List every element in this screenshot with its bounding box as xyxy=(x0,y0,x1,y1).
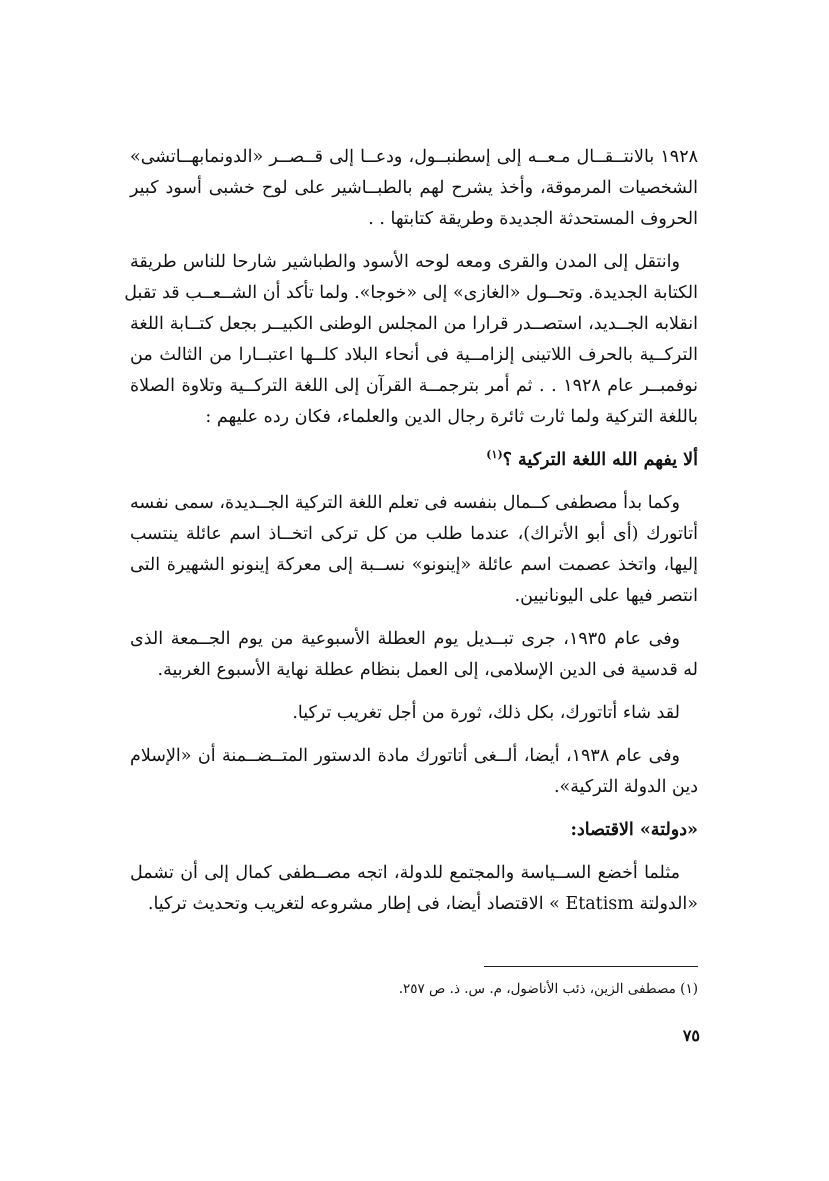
text-line: «الدولتة Etatism » الاقتصاد أيضا، فى إطار مشروعه لتغريب وتحديث تركيا. xyxy=(147,894,698,914)
paragraph-1 xyxy=(130,142,698,235)
text-line: انقلابه الجــديد، استصــدر قرارا من المجلس الوطنى الكبيــر بجعل كتــابة اللغة xyxy=(130,314,698,334)
text-line: إليها، واتخذ عصمت اسم عائلة «إينونو» نســبة إلى معركة إينونو الشهيرة التى xyxy=(130,555,698,575)
paragraph-2 xyxy=(124,247,698,433)
text-line: لقد شاء أتاتورك، بكل ذلك، ثورة من أجل تغريب تركيا. xyxy=(292,703,680,723)
text-line: وفى عام ١٩٣٥، جرى تبــديل يوم العطلة الأسبوعية من يوم الجــمعة الذى xyxy=(130,629,681,649)
footnote: (١) مصطفى الزين، ذئب الأناضول، م. س. ذ. ص ٢٥٧. xyxy=(398,981,698,997)
question-text: ألا يفهم الله اللغة التركية ؟ xyxy=(502,450,698,470)
paragraph-5 xyxy=(130,698,698,729)
text-line xyxy=(130,445,698,476)
text-line: الشخصيات المرموقة، وأخذ يشرح لهم بالطبــاشير على لوح خشبى أسود كبير xyxy=(130,178,698,198)
paragraph-3 xyxy=(130,488,698,612)
paragraph-7 xyxy=(130,858,698,920)
text-line: انتصر فيها على اليونانيين. xyxy=(514,586,698,606)
section-heading xyxy=(130,815,698,846)
heading-text: «دولتة» الاقتصاد: xyxy=(570,820,698,840)
text-line: نوفمبــر عام ١٩٢٨ . . ثم أمر بترجمــة القرآن إلى اللغة التركــية وتلاوة الصلاة xyxy=(130,376,698,396)
text-line: باللغة التركية ولما ثارت ثائرة رجال الدين والعلماء، فكان رده عليهم : xyxy=(205,407,698,427)
text-line: له قدسية فى الدين الإسلامى، إلى العمل بنظام عطلة نهاية الأسبوع الغربية. xyxy=(157,660,698,680)
text-line: الحروف المستحدثة الجديدة وطريقة كتابتها . . xyxy=(368,209,698,229)
page-body xyxy=(124,142,698,932)
footnote-divider xyxy=(484,966,698,967)
text-line: الكتابة الجديدة. وتحــول «الغازى» إلى «خوجا». ولما تأكد أن الشــعــب قد تقبل xyxy=(124,283,698,303)
paragraph-6 xyxy=(130,741,698,803)
quoted-question xyxy=(130,445,698,476)
footnote-marker: (١) xyxy=(486,448,503,462)
text-line: وكما بدأ مصطفى كــمال بنفسه فى تعلم اللغة التركية الجــديدة، سمى نفسه xyxy=(130,493,680,513)
text-line: ١٩٢٨ بالانتــقــال مـعــه إلى إسطنبــول، ودعــا إلى قــصــر «الدونمابهــاتشى» xyxy=(130,147,698,167)
text-line: أتاتورك (أى أبو الأتراك)، عندما طلب من كل تركى اتخــاذ اسم عائلة ينتسب xyxy=(130,524,698,544)
text-line: وفى عام ١٩٣٨، أيضا، ألــغى أتاتورك مادة الدستور المتــضــمنة أن «الإسلام xyxy=(130,746,680,766)
text-line: وانتقل إلى المدن والقرى ومعه لوحه الأسود والطباشير شارحا للناس طريقة xyxy=(130,252,680,272)
paragraph-4 xyxy=(130,624,698,686)
text-line: دين الدولة التركية». xyxy=(553,777,698,797)
text-line: التركــية بالحرف اللاتينى إلزامــية فى أنحاء البلاد كلــها اعتبــارا من الثالث من xyxy=(130,345,698,365)
page-number: ٧٥ xyxy=(682,1026,700,1045)
text-line: مثلما أخضع الســياسة والمجتمع للدولة، اتجه مصــطفى كمال إلى أن تشمل xyxy=(130,863,680,883)
